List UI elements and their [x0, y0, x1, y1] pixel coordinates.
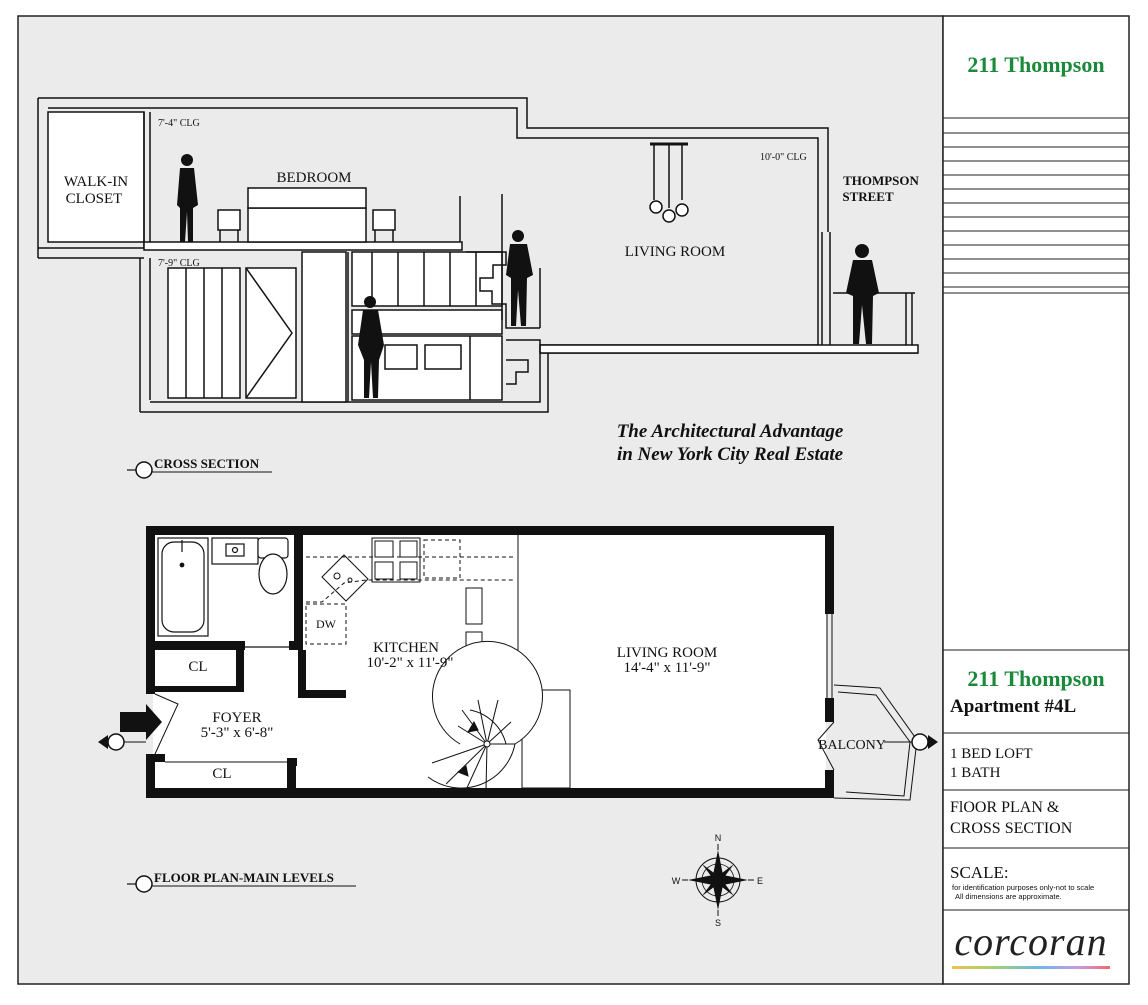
closet-label-upper: CL	[188, 659, 208, 675]
compass-west-label: W	[671, 876, 681, 886]
living-room-label: LIVING ROOM	[616, 645, 718, 661]
thompson-street-label-1: THOMPSON	[843, 173, 919, 188]
kitchen-dimensions: 10'-2" x 11'-9"	[366, 655, 454, 671]
walk-in-closet-label-1: WALK-IN	[63, 174, 129, 190]
walk-in-closet-label-2: CLOSET	[65, 191, 123, 207]
title-block-apartment: Apartment #4L	[950, 696, 1077, 717]
cross-section-caption: CROSS SECTION	[154, 456, 260, 471]
foyer-dimensions: 5'-3" x 6'-8"	[200, 725, 274, 741]
bedroom-section-label: BEDROOM	[276, 170, 352, 186]
tagline-line-1: The Architectural Advantage	[616, 421, 844, 442]
tagline-line-2: in New York City Real Estate	[616, 444, 844, 465]
bedroom-ceiling-height: 7'-4" CLG	[158, 118, 200, 129]
foyer-label: FOYER	[212, 710, 262, 726]
living-room-dimensions: 14'-4" x 11'-9"	[623, 660, 711, 676]
closet-label-lower: CL	[212, 766, 232, 782]
title-block-plan-title-1: FlOOR PLAN &	[950, 799, 1060, 816]
title-block-plan-title-2: CROSS SECTION	[950, 820, 1073, 837]
title-block-scale-label: SCALE:	[950, 863, 1009, 882]
compass-east-label: E	[756, 876, 764, 886]
living-ceiling-height: 10'-0" CLG	[760, 152, 807, 163]
title-block-scale-note-2: All dimensions are approximate.	[955, 892, 1062, 901]
floor-plan-drawing	[146, 526, 917, 800]
title-block-building: 211 Thompson	[967, 666, 1105, 691]
lower-ceiling-height: 7'-9" CLG	[158, 258, 200, 269]
kitchen-label: KITCHEN	[373, 640, 439, 656]
title-block-unit-type: 1 BED LOFT	[950, 746, 1033, 762]
floor-plan-caption: FLOOR PLAN-MAIN LEVELS	[154, 870, 334, 885]
balcony-label: BALCONY	[818, 738, 886, 753]
compass-south-label: S	[714, 918, 722, 928]
title-block-scale-note-1: for identification purposes only-not to scale	[952, 883, 1095, 892]
corcoran-logo: corcoran	[954, 919, 1108, 964]
corcoran-logo-underline	[952, 966, 1110, 969]
thompson-street-label-2: STREET	[842, 189, 894, 204]
title-block-top-title: 211 Thompson	[967, 52, 1105, 77]
title-block-baths: 1 BATH	[950, 765, 1001, 781]
compass-north-label: N	[714, 833, 722, 843]
dishwasher-label: DW	[316, 617, 336, 631]
living-room-section-label: LIVING ROOM	[624, 244, 726, 260]
